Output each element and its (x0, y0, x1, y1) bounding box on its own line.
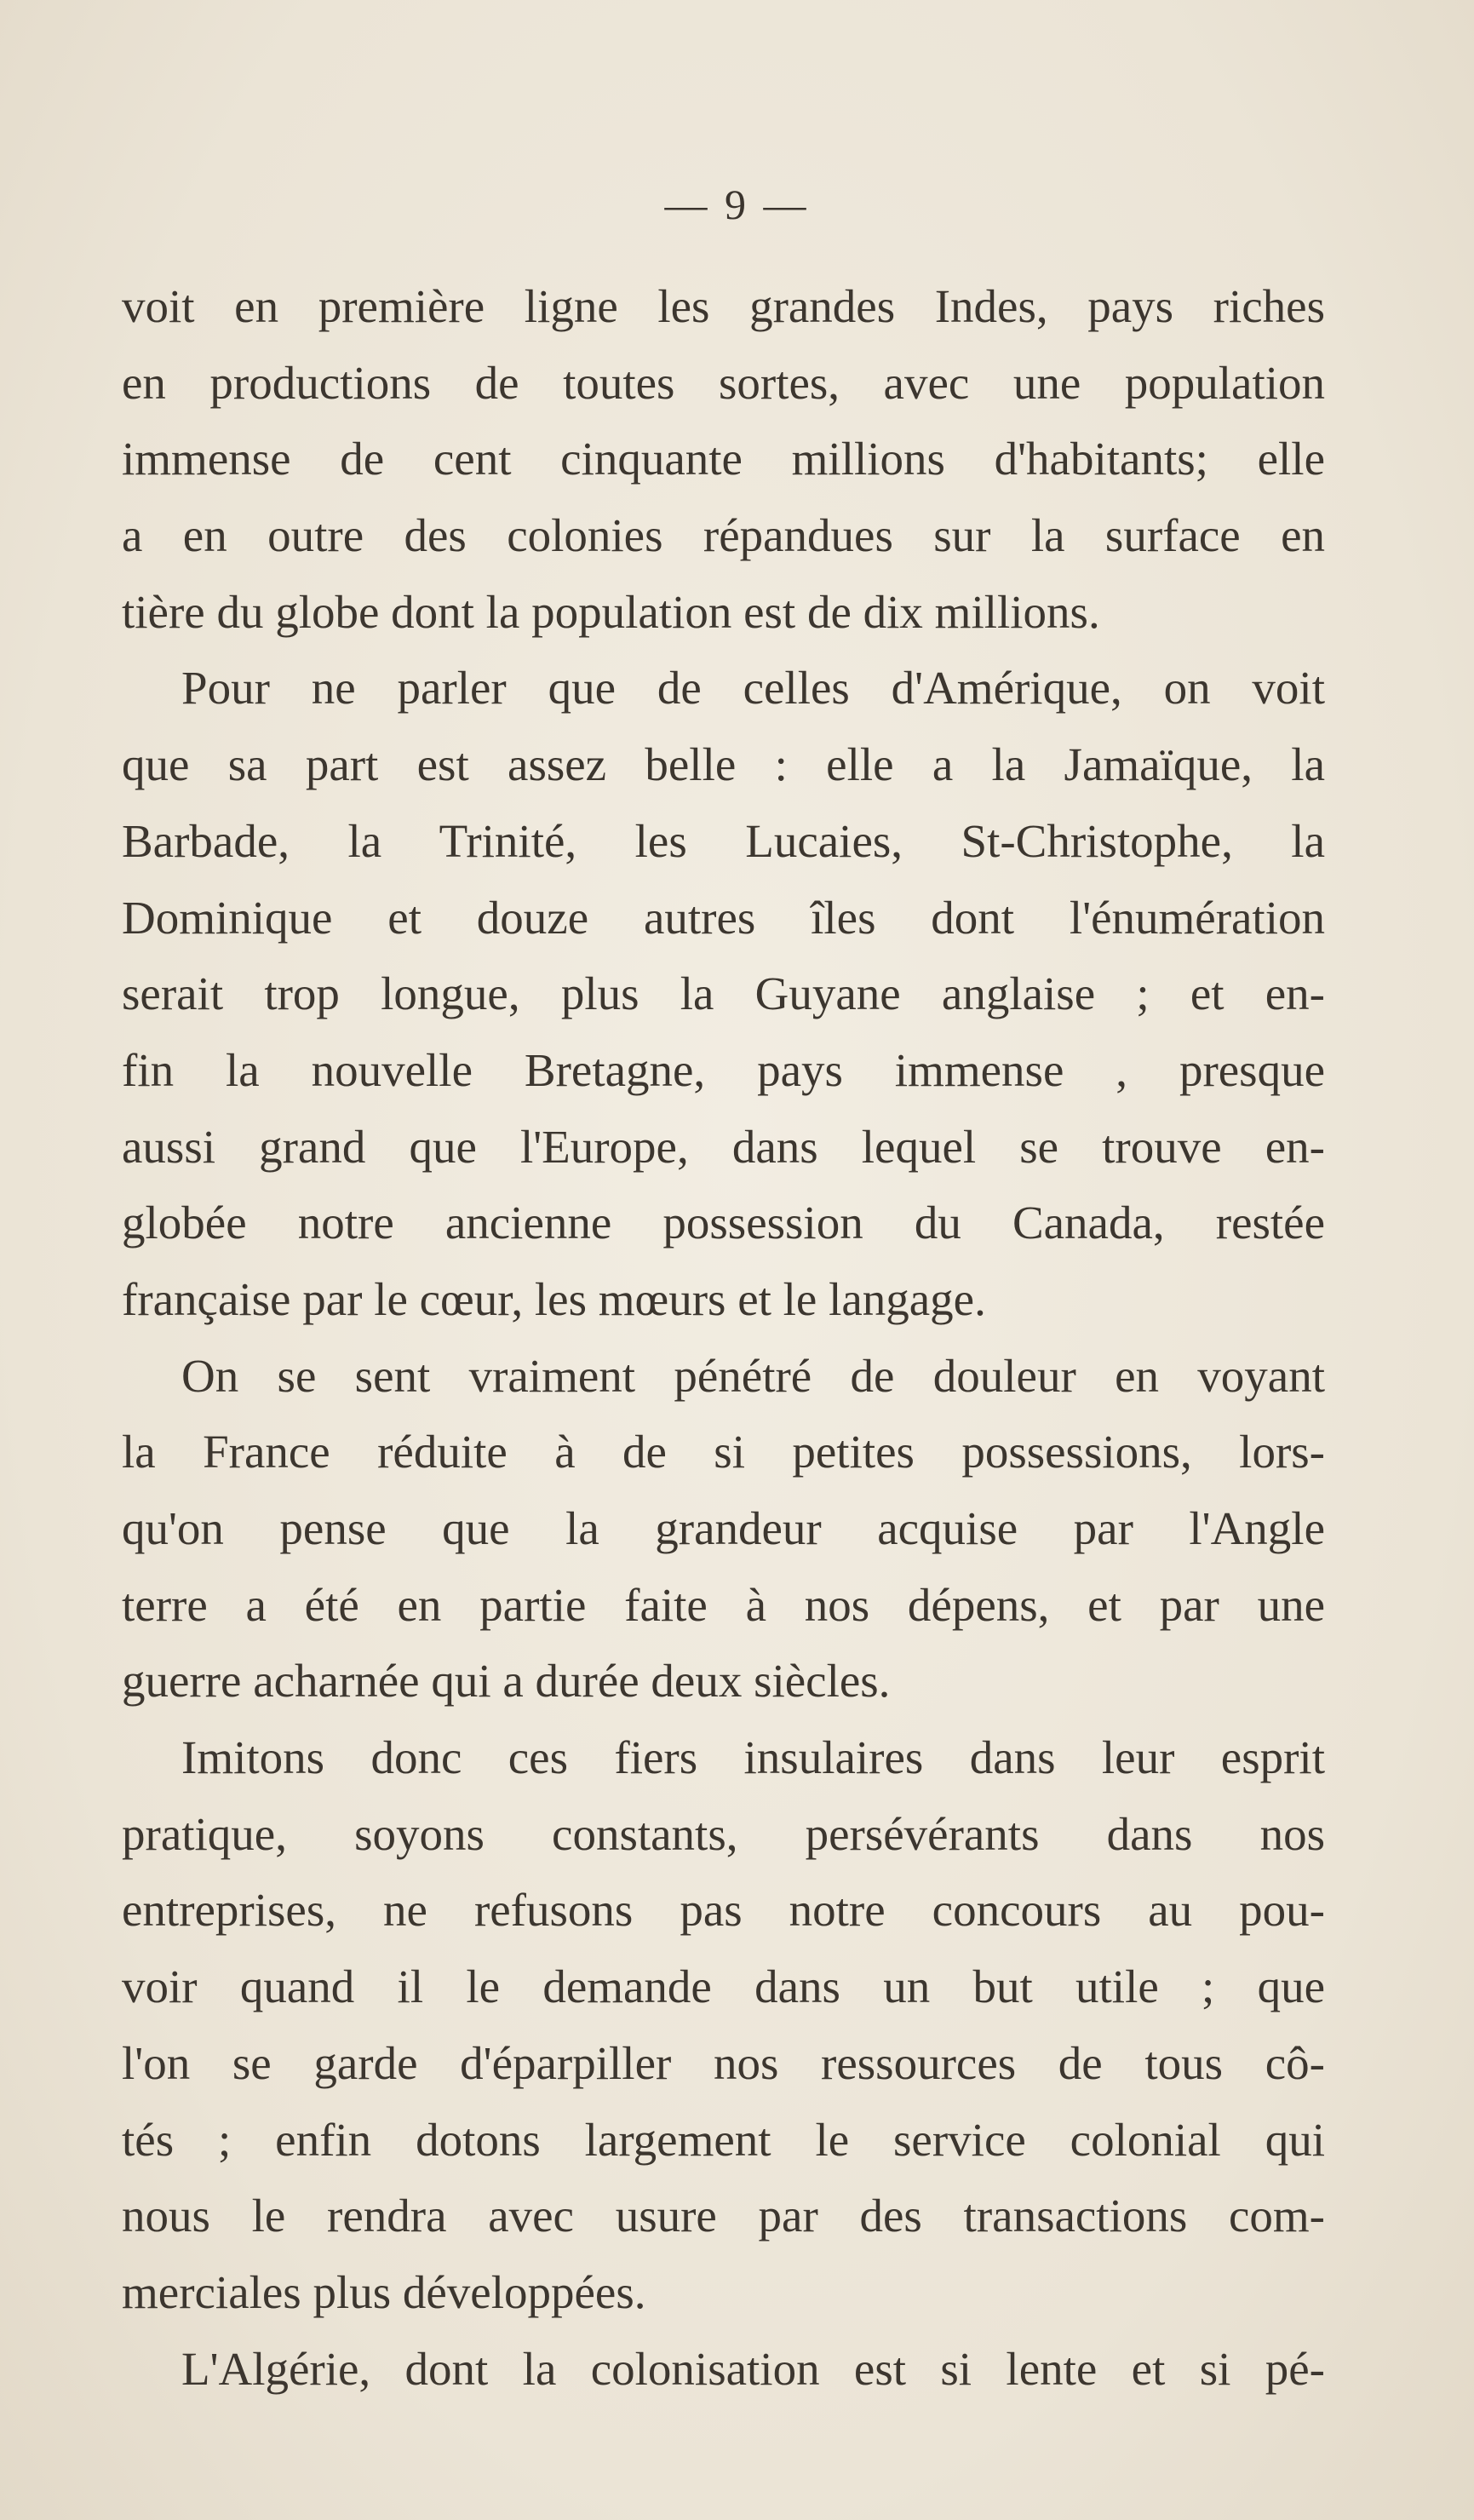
text-line: immense de cent cinquante millions d'habitants; elle (122, 433, 1325, 485)
text-line: guerre acharnée qui a durée deux siècles. (122, 1655, 891, 1708)
page-number: — 9 — (664, 181, 810, 228)
text-line: Pour ne parler que de celles d'Amérique, on voit (181, 662, 1325, 715)
text-line: française par le cœur, les mœurs et le langage. (122, 1272, 986, 1325)
text-line: terre a été en partie faite à nos dépens, et par une (122, 1578, 1325, 1631)
text-line: merciales plus développées. (122, 2265, 646, 2318)
text-line: la France réduite à de si petites possessions, lors- (122, 1426, 1325, 1478)
text-line: aussi grand que l'Europe, dans lequel se trouve en- (122, 1120, 1325, 1173)
body-text (122, 268, 1325, 2407)
text-line: serait trop longue, plus la Guyane anglaise ; et en- (122, 967, 1325, 1020)
text-line: Imitons donc ces fiers insulaires dans leur esprit (181, 1731, 1325, 1784)
text-line: Dominique et douze autres îles dont l'énumération (122, 891, 1325, 944)
text-line: l'on se garde d'éparpiller nos ressources de tous cô- (122, 2036, 1325, 2089)
text-line: que sa part est assez belle : elle a la Jamaïque, la (122, 738, 1325, 791)
text-line: entreprises, ne refusons pas notre concours au pou- (122, 1884, 1325, 1937)
text-line: Barbade, la Trinité, les Lucaies, St-Christophe, la (122, 814, 1325, 867)
text-line: globée notre ancienne possession du Canada, restée (122, 1197, 1325, 1249)
text-line: tés ; enfin dotons largement le service colonial qui (122, 2113, 1325, 2166)
text-line: pratique, soyons constants, persévérants dans nos (122, 1807, 1325, 1860)
text-line: voit en première ligne les grandes Indes, pays riches (122, 280, 1325, 332)
text-line: a en outre des colonies répandues sur la surface en (122, 509, 1325, 562)
text-line: nous le rendra avec usure par des transactions com- (122, 2190, 1325, 2242)
text-line: qu'on pense que la grandeur acquise par l'Angle (122, 1502, 1325, 1554)
text-line: fin la nouvelle Bretagne, pays immense , presque (122, 1043, 1325, 1096)
text-line: L'Algérie, dont la colonisation est si lente et si pé- (181, 2342, 1325, 2395)
text-line: tière du globe dont la population est de dix millions. (122, 585, 1100, 638)
text-line: voir quand il le demande dans un but utile ; que (122, 1960, 1325, 2013)
text-line: On se sent vraiment pénétré de douleur en voyant (181, 1349, 1325, 1402)
text-line: en productions de toutes sortes, avec une population (122, 356, 1325, 409)
